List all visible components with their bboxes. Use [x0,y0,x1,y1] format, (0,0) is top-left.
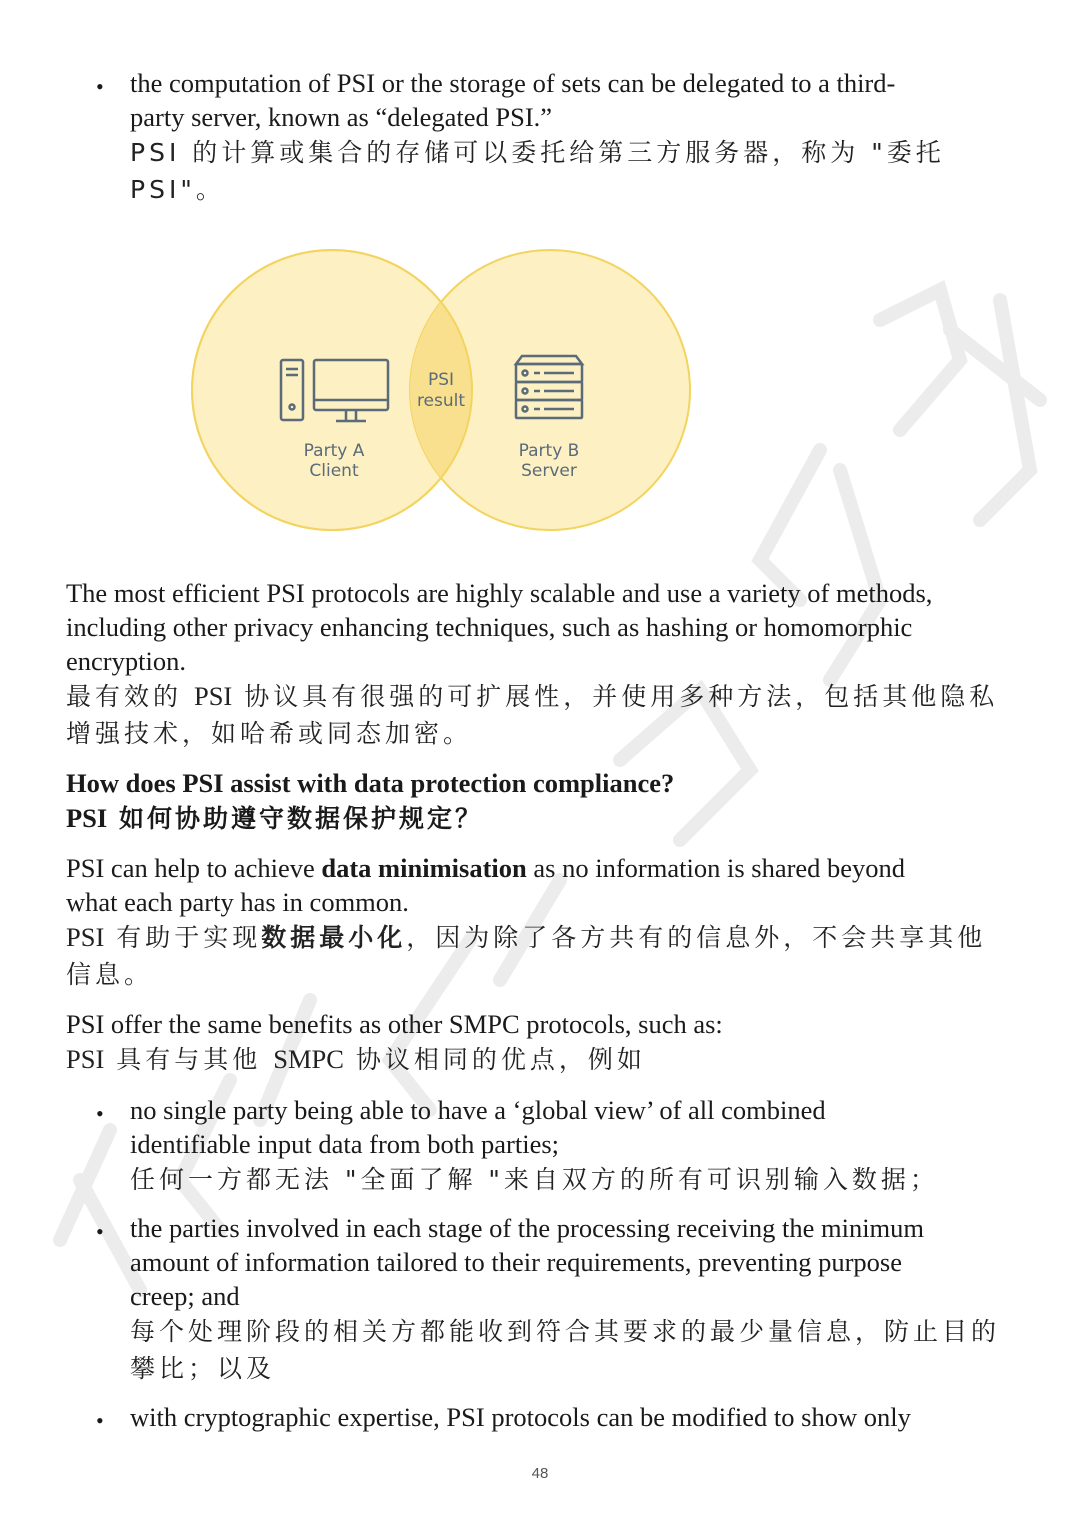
minimisation-en-line2: what each party has in common. [66,887,409,917]
heading-en: How does PSI assist with data protection compliance? [66,768,675,798]
page-number: 48 [531,1465,549,1482]
minimisation-en-line1 [66,851,1021,885]
bullet2-zh-line2: 攀比；以及 [130,1354,276,1383]
efficient-protocols-paragraph [66,576,1021,752]
bullet3-en-line1: with cryptographic expertise, PSI protocols can be modified to show only [130,1402,911,1432]
bullet-marker: • [96,74,104,99]
party-b-label-line2: Server [521,461,577,481]
benefits-en: PSI offer the same benefits as other SMPC protocols, such as: [66,1009,723,1039]
bullet-text-zh-line1: PSI 的计算或集合的存储可以委托给第三方服务器，称为 "委托 [130,138,945,167]
minimisation-zh-bold: 数据最小化 [261,923,407,952]
heading-zh-part-b: 如何协助遵守数据保护规定？ [107,804,483,833]
bullet-marker: • [96,1101,104,1126]
minimisation-en-part-b: as no information is shared beyond [526,853,906,883]
minimisation-zh-line1 [66,919,1021,956]
benefits-zh [66,1041,1021,1078]
minimisation-zh-part-c: ，因为除了各方共有的信息外，不会共享其他 [406,923,987,952]
party-a-label-line1: Party A [303,441,365,461]
efficient-zh-part-a: 最有效的 [66,682,194,711]
minimisation-en-bold: data minimisation [321,853,527,883]
bullet1-en-line2: identifiable input data from both parties; [130,1129,560,1159]
intersection-label-line2: result [416,391,466,411]
heading-zh [66,800,1021,837]
bullet-marker: • [96,1219,104,1244]
minimisation-zh-part-a: PSI [66,922,105,952]
efficient-en-line2: including other privacy enhancing techniques, such as hashing or homomorphic [66,612,913,642]
bullet2-en-line1: the parties involved in each stage of the processing receiving the minimum [130,1213,925,1243]
efficient-zh-line2: 增强技术，如哈希或同态加密。 [66,719,473,748]
benefits-zh-part-c: SMPC [273,1044,344,1074]
bullet-text-en-line2: party server, known as “delegated PSI.” [130,102,553,132]
efficient-zh-part-c: 协议具有很强的可扩展性，并使用多种方法，包括其他隐私 [232,682,999,711]
heading-zh-part-a: PSI [66,803,108,833]
benefits-zh-part-d: 协议相同的优点，例如 [343,1045,646,1074]
party-b-label-line1: Party B [518,441,580,461]
benefits-zh-part-a: PSI [66,1044,105,1074]
bullet2-en-line2: amount of information tailored to their requirements, preventing purpose [130,1247,902,1277]
minimisation-paragraph [66,851,1021,993]
efficient-zh-part-b: PSI [193,681,233,711]
intersection-label-line1: PSI [427,370,455,390]
efficient-zh-line1 [66,678,1021,715]
party-a-label-line2: Client [309,461,359,481]
bullet-marker: • [96,1408,104,1433]
efficient-en-line3: encryption. [66,646,186,676]
section-heading [66,766,1021,837]
bullet2-zh-line1: 每个处理阶段的相关方都能收到符合其要求的最少量信息，防止目的 [130,1317,1001,1346]
bullet-text-en-line1: the computation of PSI or the storage of sets can be delegated to a third- [130,68,896,98]
bullet2-en-line3: creep; and [130,1281,240,1311]
bullet-text-zh-line2: PSI"。 [130,175,225,204]
psi-venn-diagram [186,244,696,536]
bullet1-zh-line1: 任何一方都无法 "全面了解 "来自双方的所有可识别输入数据； [130,1165,939,1194]
minimisation-zh-line2: 信息。 [66,960,154,989]
benefits-paragraph [66,1007,1021,1078]
efficient-en-line1: The most efficient PSI protocols are highly scalable and use a variety of methods, [66,578,933,608]
bullet1-en-line1: no single party being able to have a ‘global view’ of all combined [130,1095,826,1125]
minimisation-zh-part-b: 有助于实现 [104,923,262,952]
minimisation-en-part-a: PSI can help to achieve [66,853,322,883]
benefits-zh-part-b: 具有与其他 [104,1045,274,1074]
